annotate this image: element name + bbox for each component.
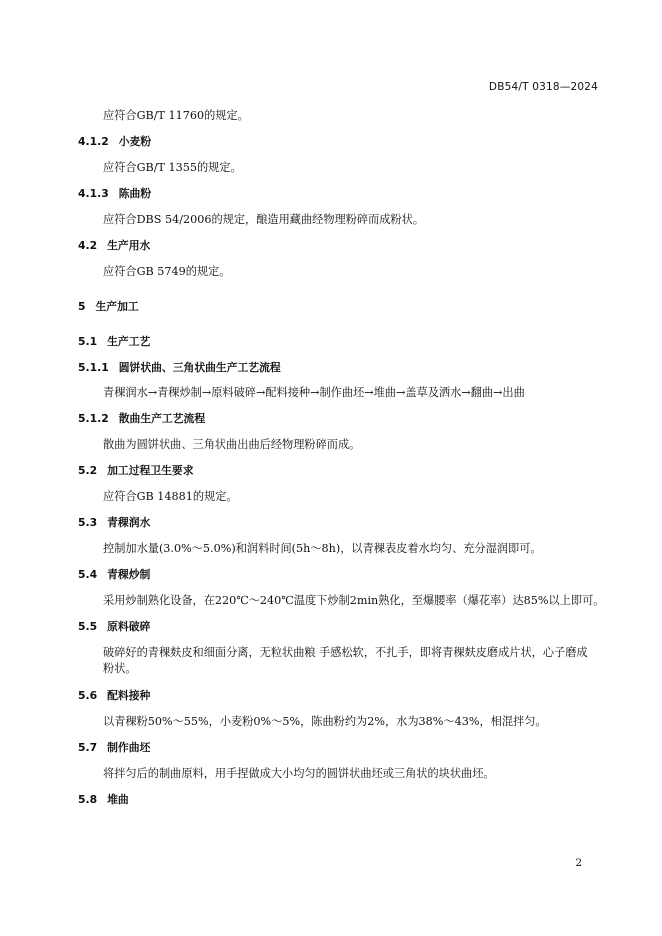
paragraph: 应符合DBS 54/2006的规定，酿造用藏曲经物理粉碎而成粉状。 (103, 213, 425, 226)
section-title: 配料接种 (107, 689, 151, 702)
paragraph: 应符合GB/T 1355的规定。 (103, 161, 242, 174)
section-title: 制作曲坯 (107, 741, 151, 754)
section-heading (78, 186, 151, 202)
section-heading (78, 411, 205, 427)
section-number: 5.4 (78, 568, 98, 581)
paragraph: 散曲为圆饼状曲、三角状曲出曲后经物理粉碎而成。 (103, 438, 361, 451)
section-title: 青稞润水 (107, 516, 151, 529)
section-heading (78, 567, 150, 583)
section-heading (78, 740, 150, 756)
section-heading (78, 238, 150, 254)
paragraph: 破碎好的青稞麸皮和细面分离，无粒状曲粮 手感松软，不扎手，即将青稞麸皮磨成片状，心子磨成粉状。 (103, 646, 588, 675)
section-title: 生产用水 (107, 239, 151, 252)
section-title: 散曲生产工艺流程 (118, 412, 206, 425)
section-number: 5.1 (78, 335, 98, 348)
section-heading (78, 792, 129, 808)
section-number: 5 (78, 300, 86, 313)
paragraph: 应符合GB 14881的规定。 (103, 490, 238, 503)
paragraph: 采用炒制熟化设备，在220℃～240℃温度下炒制2min熟化，至爆腰率（爆花率）达85%以上即可。 (103, 594, 605, 607)
section-heading (78, 463, 194, 479)
section-heading (78, 299, 139, 315)
section-title: 陈曲粉 (118, 187, 152, 200)
paragraph: 将拌匀后的制曲原料，用手捏做成大小均匀的圆饼状曲坯或三角状的块状曲坯。 (103, 767, 495, 780)
section-heading (78, 334, 150, 350)
section-heading (78, 134, 151, 150)
section-number: 5.8 (78, 793, 98, 806)
section-number: 5.3 (78, 516, 98, 529)
section-title: 圆饼状曲、三角状曲生产工艺流程 (118, 361, 281, 374)
section-number: 4.1.2 (78, 135, 109, 148)
section-number: 5.7 (78, 741, 98, 754)
section-title: 小麦粉 (118, 135, 152, 148)
paragraph: 控制加水量(3.0%～5.0%)和润料时间(5h～8h)，以青稞表皮着水均匀、充分湿润即可。 (103, 542, 542, 555)
section-number: 4.1.3 (78, 187, 109, 200)
section-title: 堆曲 (107, 793, 129, 806)
section-number: 5.1.1 (78, 361, 109, 374)
section-heading (78, 688, 150, 704)
section-number: 5.5 (78, 620, 98, 633)
document-code: DB54/T 0318—2024 (488, 81, 598, 93)
section-heading (78, 360, 281, 376)
page-number: 2 (575, 857, 582, 869)
paragraph: 以青稞粉50%～55%，小麦粉0%～5%，陈曲粉约为2%，水为38%～43%，相混拌匀。 (103, 715, 547, 728)
paragraph: 青稞润水→青稞炒制→原料破碎→配料接种→制作曲坯→堆曲→盖草及洒水→翻曲→出曲 (103, 386, 525, 399)
paragraph: 应符合GB 5749的规定。 (103, 265, 231, 278)
section-title: 生产工艺 (107, 335, 151, 348)
section-title: 生产加工 (95, 300, 139, 313)
section-title: 原料破碎 (107, 620, 151, 633)
section-heading (78, 619, 150, 635)
section-title: 青稞炒制 (107, 568, 151, 581)
section-number: 5.2 (78, 464, 98, 477)
section-heading (78, 515, 150, 531)
section-title: 加工过程卫生要求 (107, 464, 194, 477)
section-number: 5.6 (78, 689, 98, 702)
section-number: 4.2 (78, 239, 98, 252)
paragraph: 应符合GB/T 11760的规定。 (103, 109, 249, 122)
section-number: 5.1.2 (78, 412, 109, 425)
